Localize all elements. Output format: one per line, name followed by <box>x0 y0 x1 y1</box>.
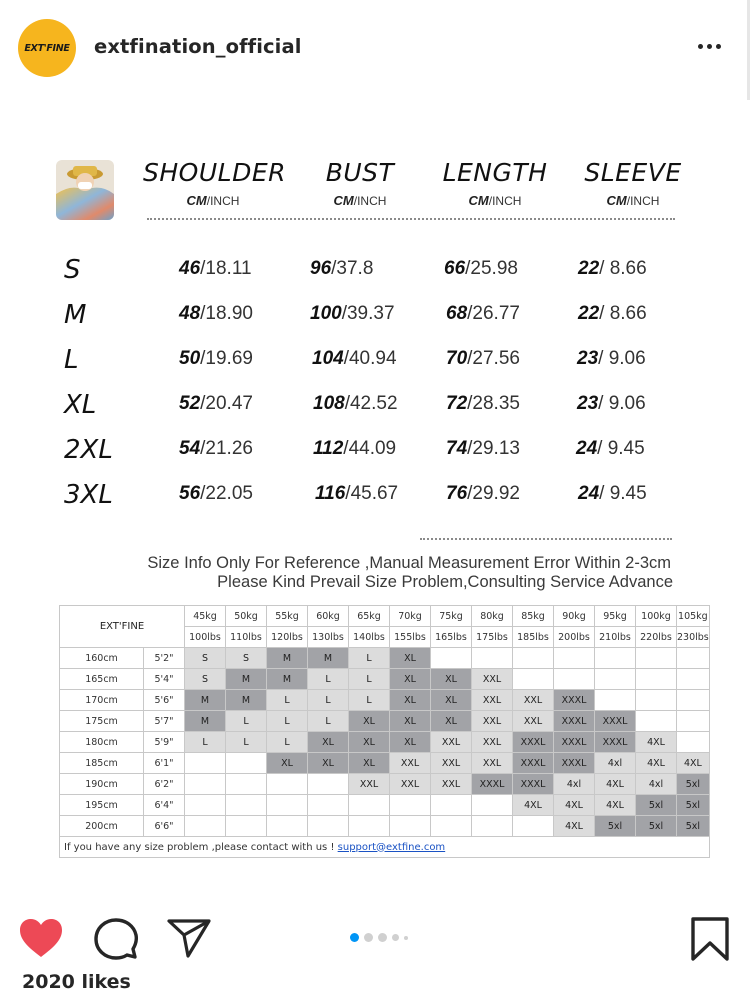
size-cell: 5xl <box>636 795 677 816</box>
size-cell: XL <box>349 753 390 774</box>
size-cell: L <box>349 690 390 711</box>
weight-lbs-header: 120lbs <box>267 627 308 648</box>
size-cell <box>267 774 308 795</box>
size-cell <box>595 648 636 669</box>
dotted-divider-top <box>147 218 675 220</box>
size-cell: S <box>185 648 226 669</box>
more-options-icon[interactable] <box>692 35 726 57</box>
size-cell: XXL <box>472 732 513 753</box>
size-cell: L <box>267 690 308 711</box>
length-value: 72/28.35 <box>446 393 520 414</box>
length-value: 66/25.98 <box>444 258 518 279</box>
size-recommendation-table <box>59 605 710 858</box>
size-cell: 5xl <box>677 774 710 795</box>
size-cell: M <box>185 711 226 732</box>
size-cell: 4XL <box>595 774 636 795</box>
size-cell <box>185 774 226 795</box>
table-row <box>60 732 710 753</box>
size-cell <box>308 816 349 837</box>
size-cell: XL <box>390 648 431 669</box>
size-cell <box>349 795 390 816</box>
size-cell: XXL <box>472 690 513 711</box>
size-cell <box>226 795 267 816</box>
column-header-bust <box>305 158 415 208</box>
size-cell <box>267 816 308 837</box>
weight-lbs-header: 230lbs <box>677 627 710 648</box>
size-cell <box>595 669 636 690</box>
size-cell: XXL <box>390 753 431 774</box>
weight-lbs-header: 220lbs <box>636 627 677 648</box>
size-cell <box>513 816 554 837</box>
size-cell <box>472 795 513 816</box>
weight-lbs-header: 140lbs <box>349 627 390 648</box>
size-cell: M <box>267 669 308 690</box>
size-cell: XL <box>349 732 390 753</box>
size-cell: XXXL <box>554 690 595 711</box>
size-cell <box>431 816 472 837</box>
notice-line-1: Size Info Only For Reference ,Manual Measurement Error Within 2-3cm <box>147 554 671 572</box>
size-label: XL <box>64 390 97 420</box>
column-header-shoulder <box>143 158 286 208</box>
size-cell <box>677 711 710 732</box>
length-value: 68/26.77 <box>446 303 520 324</box>
size-cell: XL <box>390 711 431 732</box>
bust-value: 108/42.52 <box>313 393 398 414</box>
weight-kg-header: 90kg <box>554 606 595 627</box>
weight-kg-header: 65kg <box>349 606 390 627</box>
column-unit: CM/INCH <box>186 193 240 208</box>
size-cell: 4XL <box>677 753 710 774</box>
size-cell: XXXL <box>595 711 636 732</box>
size-cell <box>636 711 677 732</box>
size-cell: 4XL <box>513 795 554 816</box>
size-cell: 4XL <box>554 795 595 816</box>
contact-note <box>60 837 710 858</box>
size-cell: XL <box>431 669 472 690</box>
size-cell <box>185 795 226 816</box>
dotted-divider-bottom <box>420 538 672 540</box>
size-cell: L <box>226 732 267 753</box>
size-cell <box>226 774 267 795</box>
size-cell <box>636 669 677 690</box>
sleeve-value: 22/ 8.66 <box>578 303 647 324</box>
bust-value: 96/37.8 <box>310 258 374 279</box>
weight-kg-header: 80kg <box>472 606 513 627</box>
size-cell: XXL <box>431 732 472 753</box>
size-cell: XXL <box>472 753 513 774</box>
size-label: 3XL <box>64 480 113 510</box>
size-cell <box>472 816 513 837</box>
column-title: SLEEVE <box>584 158 682 187</box>
post-actions-bar <box>0 900 750 1000</box>
contact-text: If you have any size problem ,please contact with us ! <box>64 841 338 853</box>
size-cell <box>390 816 431 837</box>
post-header <box>0 0 750 96</box>
height-cm: 160cm <box>60 648 144 669</box>
size-cell <box>677 690 710 711</box>
size-cell: XXXL <box>513 774 554 795</box>
size-cell <box>308 795 349 816</box>
weight-kg-header: 95kg <box>595 606 636 627</box>
weight-kg-header: 105kg <box>677 606 710 627</box>
size-cell <box>308 774 349 795</box>
height-cm: 165cm <box>60 669 144 690</box>
size-cell: XXXL <box>554 753 595 774</box>
size-cell <box>390 795 431 816</box>
size-label: S <box>64 255 81 285</box>
weight-kg-header: 60kg <box>308 606 349 627</box>
size-cell: L <box>267 711 308 732</box>
weight-kg-header: 50kg <box>226 606 267 627</box>
size-cell: L <box>308 669 349 690</box>
height-cm: 190cm <box>60 774 144 795</box>
size-cell <box>226 753 267 774</box>
shoulder-value: 46/18.11 <box>179 258 252 279</box>
size-cell <box>185 753 226 774</box>
size-cell: XL <box>431 690 472 711</box>
size-cell <box>595 690 636 711</box>
size-cell: M <box>226 690 267 711</box>
profile-avatar[interactable] <box>18 19 76 77</box>
bust-value: 104/40.94 <box>312 348 397 369</box>
weight-lbs-header: 110lbs <box>226 627 267 648</box>
weight-lbs-header: 210lbs <box>595 627 636 648</box>
size-cell: XXL <box>431 753 472 774</box>
like-heart-icon[interactable] <box>18 917 64 964</box>
weight-lbs-header: 130lbs <box>308 627 349 648</box>
size-cell: 4xl <box>595 753 636 774</box>
column-header-sleeve <box>578 158 688 208</box>
weight-lbs-header: 200lbs <box>554 627 595 648</box>
size-cell: 5xl <box>677 795 710 816</box>
size-cell: L <box>349 669 390 690</box>
weight-lbs-header: 185lbs <box>513 627 554 648</box>
size-cell: L <box>185 732 226 753</box>
notice-line-2: Please Kind Prevail Size Problem,Consulting Service Advance <box>217 573 673 591</box>
size-cell: 4XL <box>636 732 677 753</box>
size-cell: XXL <box>390 774 431 795</box>
length-value: 76/29.92 <box>446 483 520 504</box>
size-cell: M <box>226 669 267 690</box>
size-cell <box>267 795 308 816</box>
size-cell <box>554 648 595 669</box>
length-value: 70/27.56 <box>446 348 520 369</box>
size-cell <box>513 669 554 690</box>
height-ft: 5'6" <box>144 690 185 711</box>
size-cell: M <box>185 690 226 711</box>
weight-kg-header: 100kg <box>636 606 677 627</box>
size-cell: 5xl <box>677 816 710 837</box>
size-cell: S <box>185 669 226 690</box>
carousel-dot <box>392 934 399 941</box>
height-ft: 5'7" <box>144 711 185 732</box>
carousel-dot <box>378 933 387 942</box>
size-cell: L <box>349 648 390 669</box>
size-cell <box>677 732 710 753</box>
column-header-length <box>436 158 554 208</box>
contact-email-link[interactable]: support@extfine.com <box>337 841 446 853</box>
size-cell: XL <box>267 753 308 774</box>
height-cm: 195cm <box>60 795 144 816</box>
height-ft: 5'4" <box>144 669 185 690</box>
height-cm: 180cm <box>60 732 144 753</box>
height-cm: 200cm <box>60 816 144 837</box>
size-cell: 5xl <box>595 816 636 837</box>
avatar-logo-text: EXT'FINE <box>24 42 70 54</box>
size-cell <box>226 816 267 837</box>
height-ft: 6'1" <box>144 753 185 774</box>
sleeve-value: 23/ 9.06 <box>577 393 646 414</box>
table-row <box>60 648 710 669</box>
size-cell: XXL <box>431 774 472 795</box>
weight-lbs-header: 165lbs <box>431 627 472 648</box>
height-cm: 185cm <box>60 753 144 774</box>
size-cell: XXL <box>513 711 554 732</box>
table-row <box>60 669 710 690</box>
size-cell <box>636 690 677 711</box>
height-ft: 5'2" <box>144 648 185 669</box>
bust-value: 116/45.67 <box>315 483 399 504</box>
size-cell: L <box>308 690 349 711</box>
height-ft: 6'2" <box>144 774 185 795</box>
column-title: LENGTH <box>442 158 548 187</box>
size-cell: XL <box>390 690 431 711</box>
username-link[interactable]: extfination_official <box>94 35 302 58</box>
column-title: BUST <box>325 158 395 187</box>
size-cell: XXXL <box>554 711 595 732</box>
size-cell <box>677 648 710 669</box>
size-cell: XL <box>308 732 349 753</box>
table-row <box>60 795 710 816</box>
share-icon[interactable] <box>166 917 212 964</box>
size-cell: 4XL <box>636 753 677 774</box>
size-cell: 4xl <box>554 774 595 795</box>
size-cell <box>349 816 390 837</box>
height-cm: 170cm <box>60 690 144 711</box>
size-label: M <box>64 300 87 330</box>
size-cell: 5xl <box>636 816 677 837</box>
size-cell: L <box>267 732 308 753</box>
save-bookmark-icon[interactable] <box>690 917 730 966</box>
shoulder-value: 56/22.05 <box>179 483 253 504</box>
weight-kg-header: 85kg <box>513 606 554 627</box>
size-cell: XL <box>349 711 390 732</box>
shoulder-value: 54/21.26 <box>179 438 253 459</box>
size-cell <box>185 816 226 837</box>
length-value: 74/29.13 <box>446 438 520 459</box>
weight-kg-header: 75kg <box>431 606 472 627</box>
shoulder-value: 50/19.69 <box>179 348 253 369</box>
size-label: 2XL <box>64 435 113 465</box>
size-cell <box>472 648 513 669</box>
size-cell: S <box>226 648 267 669</box>
size-cell: XXL <box>349 774 390 795</box>
shoulder-value: 52/20.47 <box>179 393 253 414</box>
shoulder-value: 48/18.90 <box>179 303 253 324</box>
size-cell <box>513 648 554 669</box>
size-cell <box>431 795 472 816</box>
weight-kg-header: 70kg <box>390 606 431 627</box>
column-unit: CM/INCH <box>333 193 387 208</box>
size-cell: XL <box>390 732 431 753</box>
table-row <box>60 816 710 837</box>
size-cell: XL <box>431 711 472 732</box>
size-cell: XXXL <box>554 732 595 753</box>
carousel-dot <box>404 936 408 940</box>
table-brand: EXT'FINE <box>60 606 185 648</box>
column-unit: CM/INCH <box>468 193 522 208</box>
carousel-indicator <box>350 933 408 942</box>
size-cell: 4xl <box>636 774 677 795</box>
size-cell: XXXL <box>472 774 513 795</box>
size-cell: XL <box>308 753 349 774</box>
carousel-dot <box>364 933 373 942</box>
sleeve-value: 24/ 9.45 <box>578 483 647 504</box>
column-unit: CM/INCH <box>606 193 660 208</box>
table-row <box>60 690 710 711</box>
height-cm: 175cm <box>60 711 144 732</box>
post-image[interactable] <box>0 100 750 900</box>
size-cell <box>636 648 677 669</box>
likes-count[interactable]: 2020 likes <box>22 971 131 993</box>
size-cell: L <box>226 711 267 732</box>
size-cell <box>554 669 595 690</box>
size-cell <box>431 648 472 669</box>
table-row <box>60 753 710 774</box>
size-cell: 4XL <box>595 795 636 816</box>
size-cell: XXXL <box>513 732 554 753</box>
sleeve-value: 24/ 9.45 <box>576 438 645 459</box>
carousel-dot-active <box>350 933 359 942</box>
size-cell: 4XL <box>554 816 595 837</box>
table-row <box>60 711 710 732</box>
size-cell: XXL <box>472 669 513 690</box>
sleeve-value: 22/ 8.66 <box>578 258 647 279</box>
weight-lbs-header: 155lbs <box>390 627 431 648</box>
bust-value: 112/44.09 <box>313 438 397 459</box>
weight-kg-header: 45kg <box>185 606 226 627</box>
table-row <box>60 774 710 795</box>
column-title: SHOULDER <box>143 158 286 187</box>
comment-icon[interactable] <box>94 918 138 965</box>
weight-lbs-header: 100lbs <box>185 627 226 648</box>
sleeve-value: 23/ 9.06 <box>577 348 646 369</box>
size-cell: XXXL <box>513 753 554 774</box>
size-cell: XXL <box>472 711 513 732</box>
weight-kg-header: 55kg <box>267 606 308 627</box>
weight-lbs-header: 175lbs <box>472 627 513 648</box>
bust-value: 100/39.37 <box>310 303 395 324</box>
size-cell: L <box>308 711 349 732</box>
size-cell: XXXL <box>595 732 636 753</box>
size-label: L <box>64 345 79 375</box>
height-ft: 6'6" <box>144 816 185 837</box>
size-cell: M <box>308 648 349 669</box>
size-cell <box>677 669 710 690</box>
model-thumbnail <box>56 160 114 220</box>
size-cell: XL <box>390 669 431 690</box>
height-ft: 6'4" <box>144 795 185 816</box>
size-cell: XXL <box>513 690 554 711</box>
height-ft: 5'9" <box>144 732 185 753</box>
size-cell: M <box>267 648 308 669</box>
